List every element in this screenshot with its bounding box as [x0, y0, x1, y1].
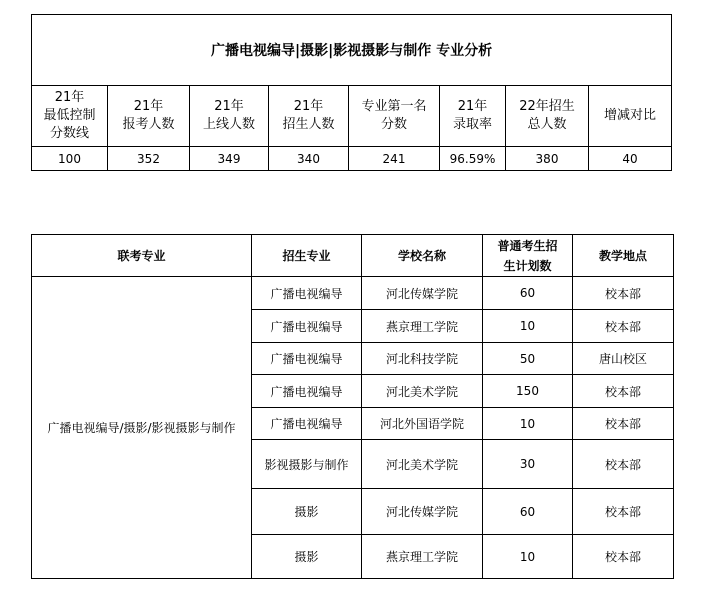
- location-cell: 校本部: [573, 440, 674, 489]
- header-enroll-major: 招生专业: [252, 235, 362, 277]
- enroll-major-cell: 广播电视编导: [252, 277, 362, 310]
- value-change: 40: [589, 147, 672, 171]
- plan-cell: 150: [483, 375, 573, 408]
- summary-header-row: [32, 86, 672, 147]
- header-line: 增减对比: [604, 108, 657, 123]
- header-line: 最低控制: [43, 108, 96, 123]
- header-line: 报考人数: [122, 117, 175, 132]
- school-cell: 河北美术学院: [362, 440, 483, 489]
- plan-cell: 60: [483, 277, 573, 310]
- header-line: 生计划数: [503, 258, 552, 273]
- header-passed: [190, 86, 269, 147]
- header-line: 21年: [214, 99, 244, 114]
- exam-major-cell: 广播电视编导/摄影/影视摄影与制作: [32, 277, 252, 579]
- header-enrolled: [269, 86, 349, 147]
- plan-cell: 60: [483, 489, 573, 535]
- summary-values-row: [32, 147, 672, 171]
- summary-table: [31, 14, 672, 171]
- plan-cell: 30: [483, 440, 573, 489]
- plan-cell: 10: [483, 310, 573, 343]
- header-line: 专业第一名: [361, 99, 427, 114]
- header-min-score: [32, 86, 108, 147]
- school-cell: 燕京理工学院: [362, 310, 483, 343]
- value-applicants: 352: [108, 147, 190, 171]
- header-location: 教学地点: [573, 235, 674, 277]
- location-cell: 唐山校区: [573, 343, 674, 375]
- header-line: 普通考生招: [497, 238, 558, 253]
- location-cell: 校本部: [573, 310, 674, 343]
- header-line: 上线人数: [202, 117, 255, 132]
- school-cell: 河北传媒学院: [362, 277, 483, 310]
- header-line: 21年: [54, 90, 85, 105]
- header-change: [589, 86, 672, 147]
- detail-header-row: [32, 235, 674, 277]
- plan-cell: 10: [483, 535, 573, 579]
- header-line: 22年招生: [519, 99, 575, 114]
- value-enrolled: 340: [269, 147, 349, 171]
- location-cell: 校本部: [573, 408, 674, 440]
- school-cell: 燕京理工学院: [362, 535, 483, 579]
- location-cell: 校本部: [573, 489, 674, 535]
- header-line: 21年: [457, 99, 488, 114]
- header-line: 总人数: [527, 117, 567, 132]
- value-admit-rate: 96.59%: [440, 147, 506, 171]
- school-cell: 河北外国语学院: [362, 408, 483, 440]
- plan-cell: 50: [483, 343, 573, 375]
- header-line: 招生人数: [282, 117, 335, 132]
- header-plan: [483, 235, 573, 277]
- header-admit-rate: [440, 86, 506, 147]
- plan-cell: 10: [483, 408, 573, 440]
- summary-title: 广播电视编导|摄影|影视摄影与制作 专业分析: [32, 15, 672, 86]
- value-top-score: 241: [349, 147, 440, 171]
- enroll-major-cell: 摄影: [252, 489, 362, 535]
- header-line: 21年: [293, 99, 324, 114]
- enroll-major-cell: 广播电视编导: [252, 310, 362, 343]
- detail-table: [31, 234, 674, 579]
- enroll-major-cell: 广播电视编导: [252, 408, 362, 440]
- school-cell: 河北美术学院: [362, 375, 483, 408]
- enroll-major-cell: 广播电视编导: [252, 343, 362, 375]
- location-cell: 校本部: [573, 277, 674, 310]
- value-passed: 349: [190, 147, 269, 171]
- header-total-quota: [506, 86, 589, 147]
- table-row: [32, 277, 674, 310]
- header-line: 21年: [133, 99, 164, 114]
- school-cell: 河北科技学院: [362, 343, 483, 375]
- school-cell: 河北传媒学院: [362, 489, 483, 535]
- enroll-major-cell: 影视摄影与制作: [252, 440, 362, 489]
- header-school: 学校名称: [362, 235, 483, 277]
- header-exam-major: 联考专业: [32, 235, 252, 277]
- enroll-major-cell: 广播电视编导: [252, 375, 362, 408]
- header-line: 分数: [380, 117, 407, 132]
- value-total-quota: 380: [506, 147, 589, 171]
- value-min-score: 100: [32, 147, 108, 171]
- header-line: 分数线: [49, 126, 89, 141]
- location-cell: 校本部: [573, 375, 674, 408]
- header-applicants: [108, 86, 190, 147]
- enroll-major-cell: 摄影: [252, 535, 362, 579]
- header-line: 录取率: [452, 117, 492, 132]
- location-cell: 校本部: [573, 535, 674, 579]
- header-top-score: [349, 86, 440, 147]
